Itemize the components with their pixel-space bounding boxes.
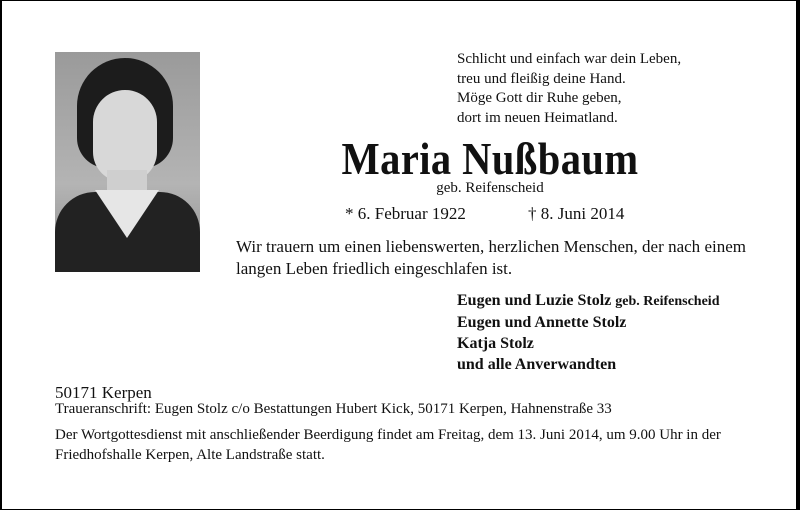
service-info: Der Wortgottesdienst mit anschließender Beerdigung findet am Freitag, dem 13. Juni 2014, um 9.00 Uhr in der Friedhofshalle Kerpen, Alte Landstraße statt. (55, 427, 721, 463)
mourner-name: Eugen und Luzie Stolz (457, 292, 612, 309)
poem-line: treu und fleißig deine Hand. (457, 70, 626, 87)
mourner: und alle Anverwandten (457, 356, 617, 373)
mourner: Eugen und Annette Stolz (457, 314, 627, 331)
mourning-message: Wir trauern um einen liebenswerten, herzlichen Menschen, der nach einem langen Leben friedlich eingeschlafen ist. (236, 237, 746, 278)
deceased-name: Maria Nußbaum (341, 133, 639, 184)
mourning-address: Traueranschrift: Eugen Stolz c/o Bestattungen Hubert Kick, 50171 Kerpen, Hahnenstraße 33 (55, 401, 612, 417)
mourners-list (457, 290, 719, 375)
mourner: Katja Stolz (457, 335, 534, 352)
portrait-photo (55, 52, 200, 272)
maiden-name: geb. Reifenscheid (436, 180, 544, 196)
poem-line: Schlicht und einfach war dein Leben, (457, 51, 682, 67)
birth-date: * 6. Februar 1922 (345, 204, 466, 223)
poem (457, 50, 681, 128)
city: 50171 Kerpen (55, 383, 152, 402)
mourner (457, 290, 719, 312)
mourner-note: geb. Reifenscheid (615, 294, 720, 309)
poem-line: dort im neuen Heimatland. (457, 109, 618, 126)
poem-line: Möge Gott dir Ruhe geben, (457, 90, 622, 106)
death-date: † 8. Juni 2014 (528, 204, 625, 223)
